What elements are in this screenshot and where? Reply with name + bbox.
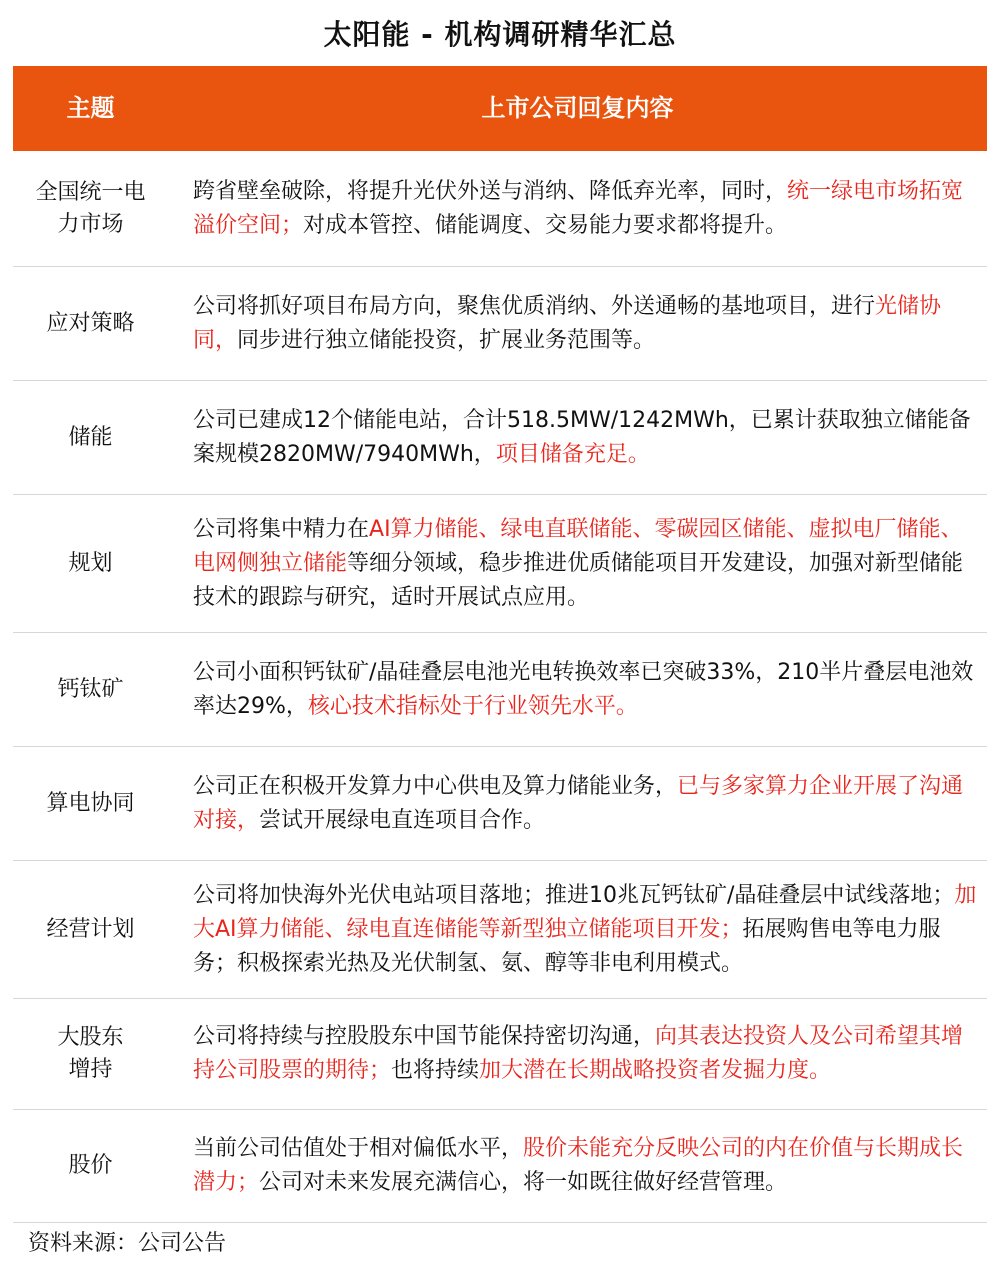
- header-topic: 主题: [66, 94, 115, 122]
- row-topic: [13, 674, 168, 706]
- content-text: 也将持续: [391, 1058, 480, 1083]
- content-text: 公司将加快海外光伏电站项目落地；推进10兆瓦钙钛矿/晶硅叠层中试线落地；: [193, 882, 955, 908]
- content-text: 公司将抓好项目布局方向，聚焦优质消纳、外送通畅的基地项目，进行: [193, 293, 876, 319]
- content-text: 对成本管控、储能调度、交易能力要求都将提升。: [303, 212, 788, 238]
- content-text: 同步进行独立储能投资，扩展业务范围等。: [237, 327, 656, 353]
- row-topic-text: 大股东增持: [57, 1025, 124, 1082]
- row-topic-text: 规划: [68, 550, 113, 576]
- content-text: 拓展购售电等电力服务；积极探索光热及光伏制氢、氨、醇等非电利用模式。: [193, 916, 941, 976]
- highlight-text: 向其表达投资人及公司希望其增持公司股票的期待；: [193, 1024, 964, 1083]
- row-content: [168, 770, 987, 838]
- table-header: [13, 66, 987, 151]
- content-text: 当前公司估值处于相对偏低水平，: [193, 1136, 524, 1161]
- row-topic: [13, 788, 168, 820]
- header-content: 上市公司回复内容: [481, 94, 674, 122]
- content-text: 尝试开展绿电直连项目合作。: [259, 807, 546, 833]
- table-row: [13, 151, 987, 267]
- row-topic-text: 储能: [68, 424, 113, 450]
- source-note: 资料来源：公司公告: [28, 1231, 227, 1256]
- row-topic-text: 股价: [68, 1153, 113, 1178]
- highlight-text: 项目储备充足。: [495, 441, 650, 467]
- table-row: [13, 861, 987, 999]
- row-content: [168, 879, 987, 981]
- row-topic: [13, 1022, 168, 1086]
- highlight-text: 已与多家算力企业开展了沟通对接，: [193, 773, 964, 833]
- highlight-text: 统一绿电市场拓宽溢价空间；: [193, 178, 964, 238]
- content-text: 公司对未来发展充满信心，将一如既往做好经营管理。: [259, 1170, 788, 1195]
- content-text: 公司已建成12个储能电站，合计518.5MW/1242MWh，已累计获取独立储能备案规模2820MW/7940MWh，: [193, 407, 971, 467]
- table-row: [13, 999, 987, 1110]
- row-topic: [13, 177, 168, 241]
- highlight-text: AI算力储能、绿电直联储能、零碳园区储能、虚拟电厂储能、电网侧独立储能: [193, 516, 963, 576]
- row-content: [168, 513, 987, 615]
- content-text: 跨省壁垒破除，将提升光伏外送与消纳、降低弃光率，同时，: [193, 178, 788, 204]
- content-text: 等细分领域，稳步推进优质储能项目开发建设，加强对新型储能技术的跟踪与研究，适时开展试点应用。: [193, 550, 964, 610]
- row-topic: [13, 422, 168, 454]
- table-body: [13, 151, 987, 1223]
- row-content: [168, 175, 987, 243]
- table-row: [13, 747, 987, 861]
- row-topic: [13, 914, 168, 946]
- content-text: 公司将持续与控股股东中国节能保持密切沟通，: [193, 1024, 656, 1049]
- highlight-text: 光储协同，: [193, 293, 942, 353]
- row-content: [168, 656, 987, 724]
- row-topic: [13, 1150, 168, 1182]
- table-row: [13, 495, 987, 633]
- highlight-text: 核心技术指标处于行业领先水平。: [307, 693, 638, 719]
- table-row: [13, 381, 987, 495]
- table-row: [13, 267, 987, 381]
- page-title: 太阳能 - 机构调研精华汇总: [323, 18, 677, 51]
- highlight-text: 加大潜在长期战略投资者发掘力度。: [479, 1058, 832, 1083]
- summary-table: [13, 66, 987, 1223]
- highlight-text: 股价未能充分反映公司的内在价值与长期成长潜力；: [193, 1136, 964, 1195]
- row-topic-text: 全国统一电力市场: [35, 179, 146, 237]
- row-topic-text: 算电协同: [46, 790, 135, 816]
- content-text: 公司将集中精力在: [193, 516, 370, 542]
- row-topic: [13, 308, 168, 340]
- row-topic: [13, 548, 168, 580]
- row-content: [168, 290, 987, 358]
- row-topic-text: 应对策略: [46, 310, 135, 336]
- highlight-text: 加大AI算力储能、绿电直连储能等新型独立储能项目开发；: [193, 882, 977, 942]
- row-content: [168, 1132, 987, 1200]
- row-topic-text: 经营计划: [46, 916, 135, 942]
- row-content: [168, 404, 987, 472]
- row-content: [168, 1020, 987, 1088]
- table-row: [13, 633, 987, 747]
- table-row: [13, 1110, 987, 1223]
- content-text: 公司小面积钙钛矿/晶硅叠层电池光电转换效率已突破33%，210半片叠层电池效率达29%，: [193, 659, 974, 719]
- row-topic-text: 钙钛矿: [57, 676, 124, 702]
- content-text: 公司正在积极开发算力中心供电及算力储能业务，: [193, 773, 678, 799]
